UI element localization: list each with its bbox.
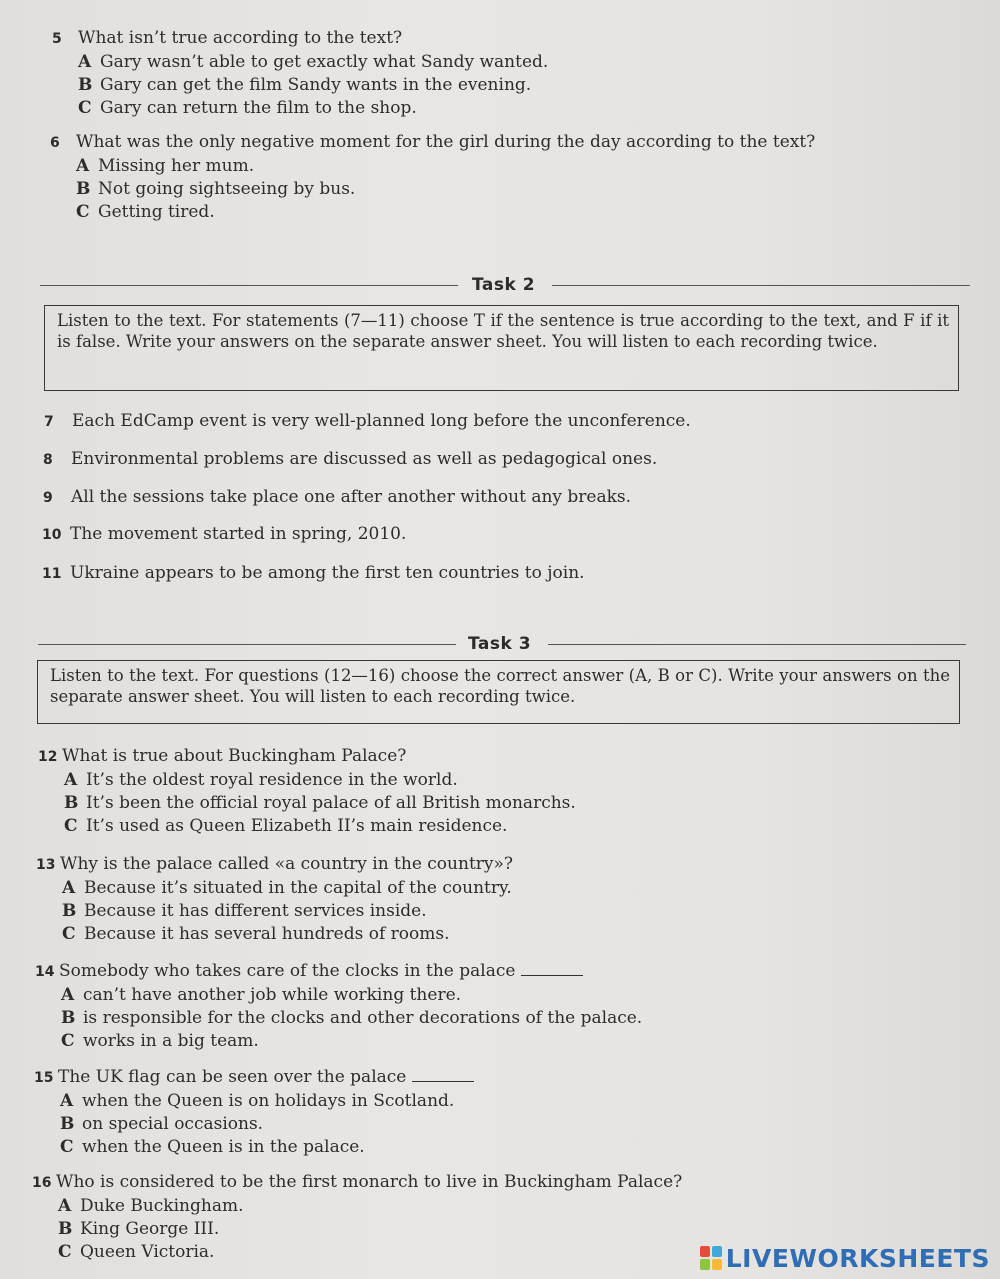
task-2-instruction-box (44, 305, 959, 391)
option-b[interactable]: B is responsible for the clocks and other decorations of the palace. (61, 1008, 643, 1028)
divider (548, 644, 966, 645)
question-13 (36, 853, 513, 946)
option-a[interactable]: A It’s the oldest royal residence in the world. (64, 770, 458, 790)
question-text: What is true about Buckingham Palace? (62, 746, 407, 766)
option-b[interactable]: B Because it has different services inside. (62, 901, 427, 921)
statement-8[interactable]: 8 Environmental problems are discussed as well as pedagogical ones. (43, 449, 658, 469)
question-12 (38, 745, 576, 838)
answer-blank (521, 975, 583, 976)
question-text: Why is the palace called «a country in the country»? (60, 854, 514, 874)
option-a[interactable]: A when the Queen is on holidays in Scotland. (60, 1091, 455, 1111)
question-15 (34, 1066, 474, 1159)
question-number: 16 (32, 1175, 52, 1191)
divider (38, 644, 456, 645)
task-2-header (40, 275, 970, 295)
task-3-instruction-box (37, 660, 960, 724)
option-c[interactable]: C works in a big team. (61, 1031, 259, 1051)
statement-9[interactable]: 9 All the sessions take place one after another without any breaks. (43, 487, 632, 507)
task-2-title: Task 2 (472, 275, 536, 295)
question-text: Somebody who takes care of the clocks in the palace (59, 961, 516, 981)
option-b[interactable]: B It’s been the official royal palace of all British monarchs. (64, 793, 576, 813)
question-text: The UK flag can be seen over the palace (58, 1067, 407, 1087)
question-number: 12 (38, 749, 58, 765)
option-c[interactable]: C Gary can return the film to the shop. (78, 98, 417, 118)
task-2-instruction: Listen to the text. For statements (7—11) choose T if the sentence is true according to the text, and F if it is false. Write your answers on the separate answer sheet. You will listen to each recording twice. (57, 311, 949, 351)
option-a[interactable]: A Missing her mum. (76, 156, 255, 176)
option-c[interactable]: C when the Queen is in the palace. (60, 1137, 365, 1157)
question-5 (52, 27, 548, 120)
question-number: 5 (52, 31, 62, 47)
task-3-instruction: Listen to the text. For questions (12—16) choose the correct answer (A, B or C). Write your answers on the separate answer sheet. You will listen to each recording twice. (50, 666, 950, 706)
liveworksheets-watermark[interactable] (700, 1243, 990, 1273)
question-16 (32, 1171, 682, 1264)
option-c[interactable]: C Because it has several hundreds of rooms. (62, 924, 450, 944)
question-14 (35, 960, 642, 1053)
question-number: 13 (36, 857, 56, 873)
option-a[interactable]: A Duke Buckingham. (58, 1196, 244, 1216)
question-text: What was the only negative moment for the girl during the day according to the text? (76, 132, 816, 152)
statement-11[interactable]: 11 Ukraine appears to be among the first ten countries to join. (42, 563, 585, 583)
option-b[interactable]: B on special occasions. (60, 1114, 264, 1134)
question-text: Who is considered to be the first monarch to live in Buckingham Palace? (56, 1172, 683, 1192)
statement-10[interactable]: 10 The movement started in spring, 2010. (42, 524, 407, 544)
question-6 (50, 131, 815, 224)
question-text: What isn’t true according to the text? (78, 28, 403, 48)
question-number: 6 (50, 135, 60, 151)
option-a[interactable]: A can’t have another job while working there. (61, 985, 462, 1005)
option-b[interactable]: B King George III. (58, 1219, 220, 1239)
option-c[interactable]: C Queen Victoria. (58, 1242, 215, 1262)
option-c[interactable]: C It’s used as Queen Elizabeth II’s main residence. (64, 816, 508, 836)
watermark-text: LIVEWORKSHEETS (725, 1243, 990, 1273)
option-b[interactable]: B Gary can get the film Sandy wants in the evening. (78, 75, 532, 95)
answer-blank (412, 1081, 474, 1082)
question-number: 15 (34, 1070, 54, 1086)
divider (40, 285, 458, 286)
option-c[interactable]: C Getting tired. (76, 202, 215, 222)
option-a[interactable]: A Gary wasn’t able to get exactly what Sandy wanted. (78, 52, 549, 72)
option-a[interactable]: A Because it’s situated in the capital of the country. (62, 878, 512, 898)
liveworksheets-logo-icon (700, 1246, 722, 1270)
question-number: 14 (35, 964, 55, 980)
task-3-header (38, 634, 966, 654)
option-b[interactable]: B Not going sightseeing by bus. (76, 179, 356, 199)
statement-7[interactable]: 7 Each EdCamp event is very well-planned long before the unconference. (44, 411, 691, 431)
divider (552, 285, 970, 286)
task-3-title: Task 3 (468, 634, 532, 654)
